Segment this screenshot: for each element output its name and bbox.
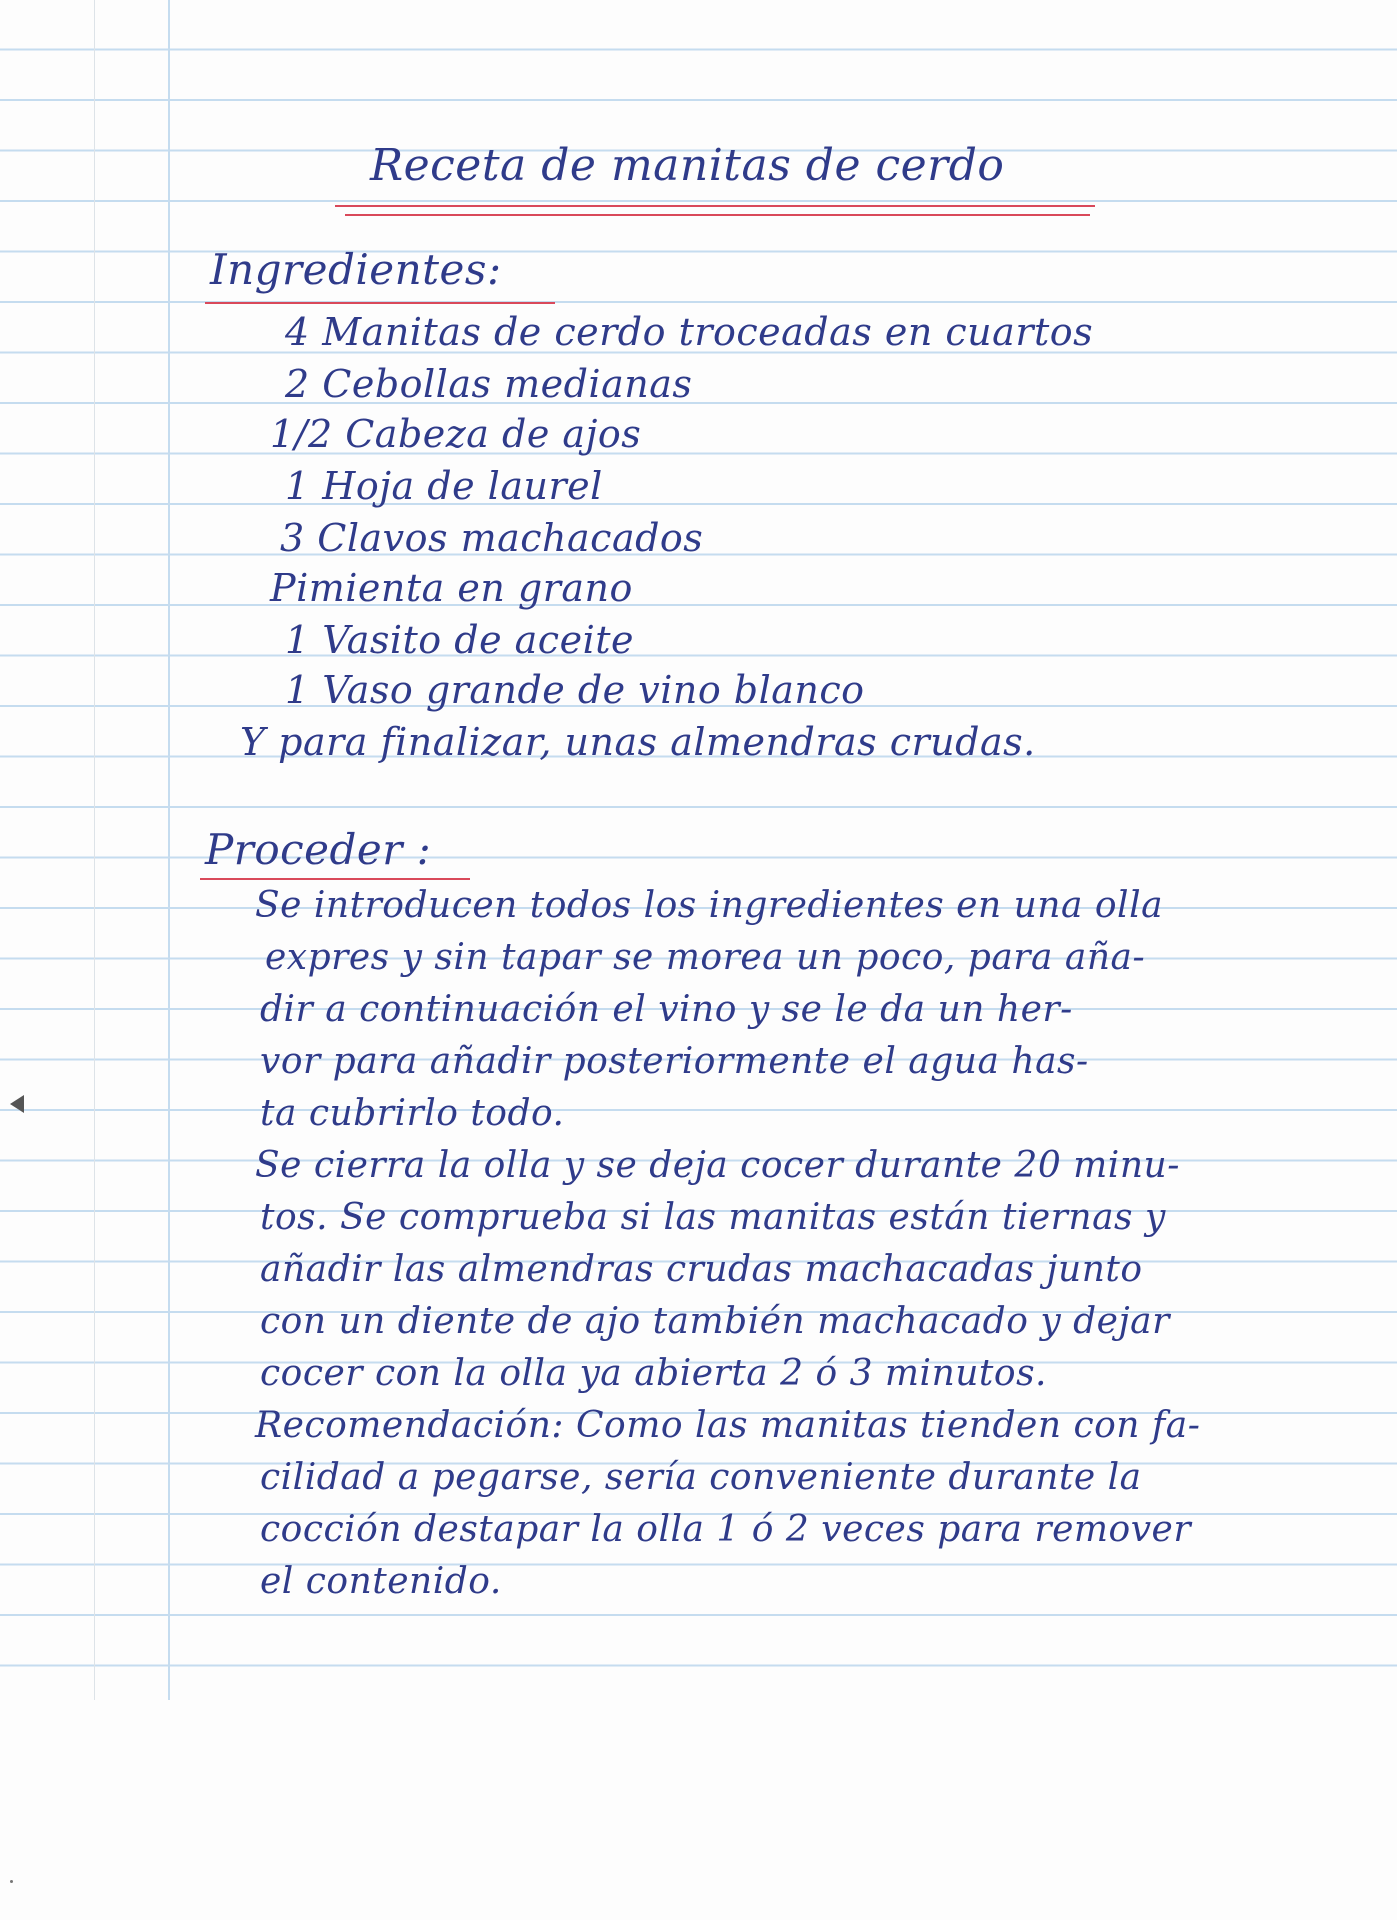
ingredients-heading-underline xyxy=(205,302,555,304)
procedure-line: con un diente de ajo también machacado y dejar xyxy=(260,1301,1170,1342)
procedure-line: el contenido. xyxy=(260,1561,502,1602)
ingredients-heading: Ingredientes: xyxy=(210,245,502,294)
margin-line xyxy=(168,0,170,1700)
ingredient-item: 1/2 Cabeza de ajos xyxy=(270,412,642,456)
scan-mark xyxy=(10,1095,24,1113)
procedure-line: tos. Se comprueba si las manitas están tiernas y xyxy=(260,1197,1166,1238)
ingredient-item: Y para finalizar, unas almendras crudas. xyxy=(240,720,1036,764)
ingredient-item: 3 Clavos machacados xyxy=(280,516,704,560)
procedure-heading-underline xyxy=(200,878,470,880)
procedure-line: expres y sin tapar se morea un poco, para aña- xyxy=(265,937,1146,978)
ingredient-item: 2 Cebollas medianas xyxy=(285,362,693,406)
ingredient-item: Pimienta en grano xyxy=(270,566,633,610)
procedure-line: ta cubrirlo todo. xyxy=(260,1093,565,1134)
recipe-title: Receta de manitas de cerdo xyxy=(370,140,1005,191)
procedure-line: cocción destapar la olla 1 ó 2 veces para remover xyxy=(260,1509,1192,1550)
scan-dot xyxy=(10,1880,13,1883)
ingredient-item: 1 Vaso grande de vino blanco xyxy=(285,668,865,712)
title-underline-second xyxy=(345,214,1090,216)
ingredient-item: 1 Hoja de laurel xyxy=(285,464,603,508)
procedure-line: cilidad a pegarse, sería conveniente durante la xyxy=(260,1457,1142,1498)
procedure-line: cocer con la olla ya abierta 2 ó 3 minutos. xyxy=(260,1353,1047,1394)
ingredient-item: 1 Vasito de aceite xyxy=(285,618,634,662)
procedure-line: Se introducen todos los ingredientes en una olla xyxy=(255,885,1164,926)
procedure-line: Recomendación: Como las manitas tienden con fa- xyxy=(255,1405,1201,1446)
ingredient-item: 4 Manitas de cerdo troceadas en cuartos xyxy=(285,310,1094,354)
procedure-line: vor para añadir posteriormente el agua has- xyxy=(260,1041,1089,1082)
procedure-heading: Proceder : xyxy=(205,825,432,874)
procedure-line: añadir las almendras crudas machacadas junto xyxy=(260,1249,1143,1290)
title-underline xyxy=(335,205,1095,207)
procedure-line: Se cierra la olla y se deja cocer durante 20 minu- xyxy=(255,1145,1180,1186)
procedure-line: dir a continuación el vino y se le da un her- xyxy=(260,989,1073,1030)
page-edge-line xyxy=(94,0,95,1700)
